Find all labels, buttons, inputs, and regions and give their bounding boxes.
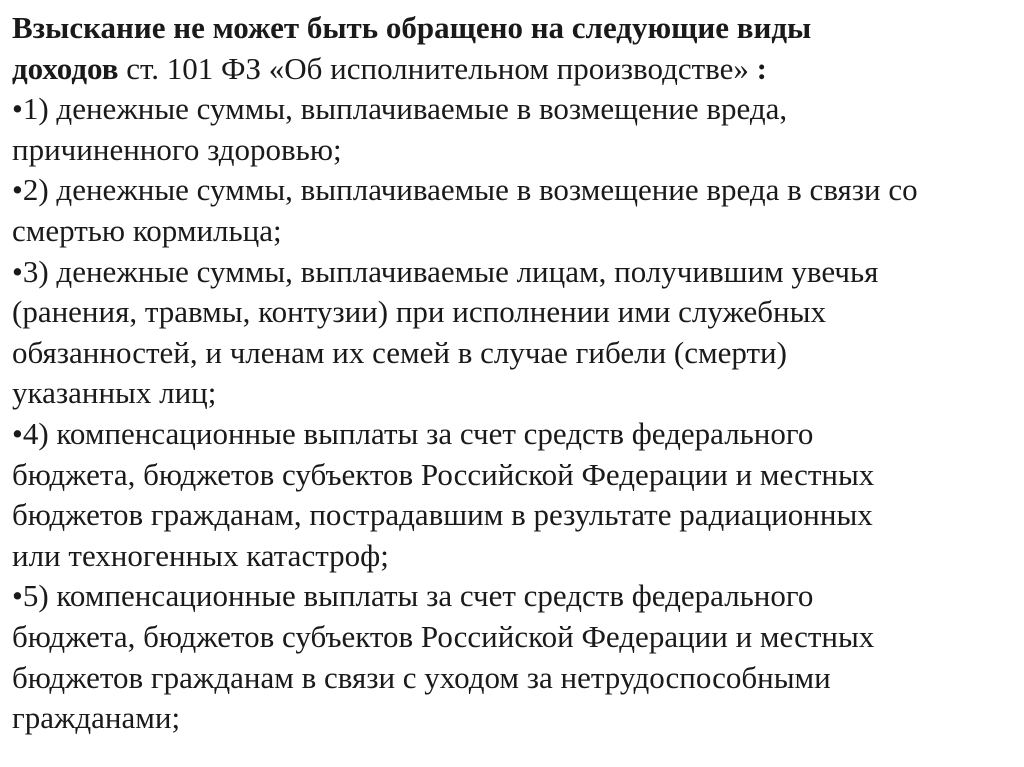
bullet-marker: • xyxy=(12,578,23,614)
list-item-line xyxy=(12,576,1016,617)
bullet-marker: • xyxy=(12,172,23,208)
list-item-line xyxy=(12,89,1016,130)
list-item-text: бюджетов гражданам, пострадавшим в результате радиационных xyxy=(12,497,873,533)
list-item-text: 2) денежные суммы, выплачиваемые в возмещение вреда в связи со xyxy=(22,172,918,208)
bullet-marker: • xyxy=(12,253,23,289)
list-item-text: указанных лиц; xyxy=(12,375,217,411)
list-item xyxy=(12,89,1016,170)
list-item-text: 5) компенсационные выплаты за счет средств федерального xyxy=(22,578,814,614)
list-item-text: бюджета, бюджетов субъектов Российской Федерации и местных xyxy=(12,456,875,492)
list-item-line xyxy=(12,414,1016,455)
heading-bold-text-2: доходов xyxy=(12,50,119,86)
heading-bold-text-1: Взыскание не может быть обращено на следующие виды xyxy=(12,10,812,45)
heading-line-1 xyxy=(12,8,1016,49)
list-item xyxy=(12,170,1016,251)
list-item-text: 4) компенсационные выплаты за счет средств федерального xyxy=(22,415,814,451)
list-item xyxy=(12,252,1016,414)
bullet-list xyxy=(12,89,1016,739)
list-item-text: бюджета, бюджетов субъектов Российской Федерации и местных xyxy=(12,618,875,654)
list-item-text: или техногенных катастроф; xyxy=(12,537,389,573)
list-item-text: 3) денежные суммы, выплачиваемые лицам, получившим увечья xyxy=(22,253,879,289)
list-item-text: обязанностей, и членам их семей в случае гибели (смерти) xyxy=(12,334,787,370)
list-item-text: смертью кормильца; xyxy=(12,212,282,248)
heading-line-2 xyxy=(12,49,1016,90)
list-item xyxy=(12,576,1016,738)
bullet-marker: • xyxy=(12,415,23,451)
list-item xyxy=(12,414,1016,576)
list-item-text: гражданами; xyxy=(12,700,181,736)
heading xyxy=(12,8,1016,89)
list-item-line xyxy=(12,170,1016,211)
list-item-text: причиненного здоровью; xyxy=(12,131,342,167)
slide-body xyxy=(12,8,1016,739)
list-item-text: бюджетов гражданам в связи с уходом за нетрудоспособными xyxy=(12,659,831,695)
list-item-line xyxy=(12,252,1016,293)
list-item-text: 1) денежные суммы, выплачиваемые в возмещение вреда, xyxy=(22,91,788,127)
heading-law-reference: ст. 101 ФЗ «Об исполнительном производстве» xyxy=(118,50,757,86)
heading-colon: : xyxy=(756,50,767,86)
bullet-marker: • xyxy=(12,91,23,127)
list-item-text: (ранения, травмы, контузии) при исполнении ими служебных xyxy=(12,294,826,330)
